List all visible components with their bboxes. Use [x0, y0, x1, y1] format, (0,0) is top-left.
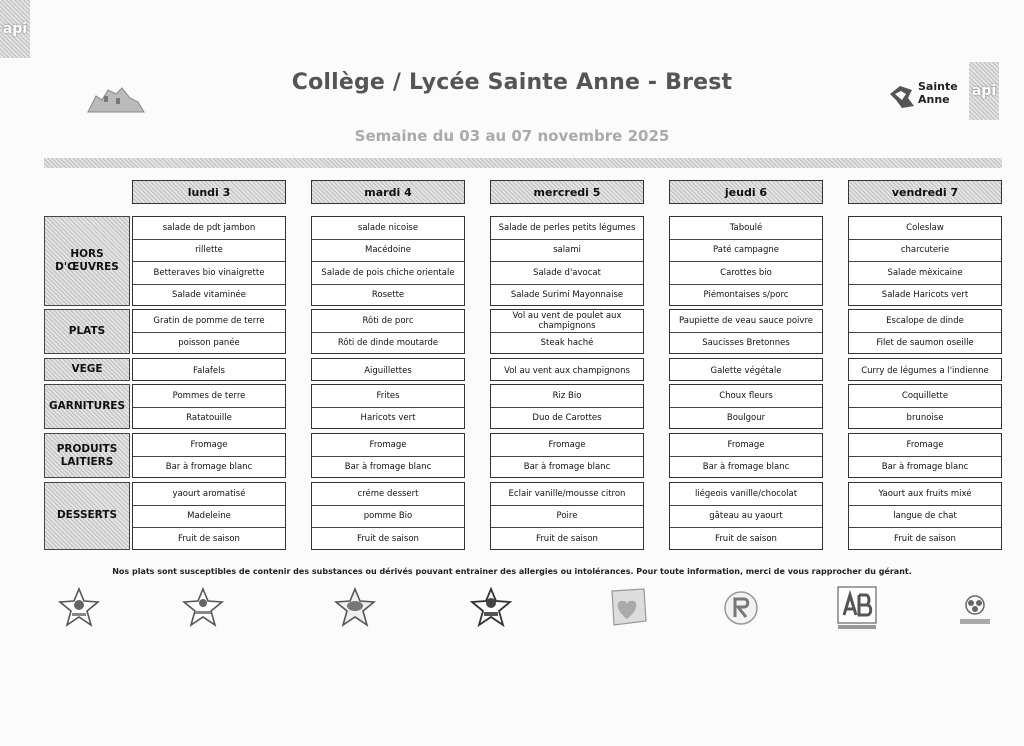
- menu-item: Fruit de saison: [491, 527, 643, 550]
- menu-item: Vol au vent de poulet aux champignons: [512, 311, 622, 332]
- menu-item: Paupiette de veau sauce poivre: [679, 316, 813, 327]
- menu-section: [311, 384, 465, 429]
- menu-item: Fruit de saison: [312, 527, 464, 550]
- menu-section: [490, 384, 644, 429]
- menu-item: liégeois vanille/chocolat: [694, 489, 798, 500]
- day-header: mardi 4: [311, 180, 465, 204]
- menu-section: [669, 482, 823, 550]
- menu-item: Saucisses Bretonnes: [670, 332, 822, 355]
- menu-item: Madeleine: [133, 505, 285, 528]
- day-header: lundi 3: [132, 180, 286, 204]
- menu-section: [669, 433, 823, 478]
- menu-item: Coquillette: [901, 391, 949, 402]
- menu-item: Gratin de pomme de terre: [153, 316, 265, 327]
- menu-section: [132, 482, 286, 550]
- page-title: Collège / Lycée Sainte Anne - Brest: [291, 70, 733, 95]
- menu-item: Eclair vanille/mousse citron: [508, 489, 626, 500]
- menu-item: Vol au vent aux champignons: [504, 365, 630, 376]
- menu-item: Boulgour: [670, 407, 822, 430]
- category-label: DESSERTS: [44, 482, 130, 550]
- menu-section: [311, 433, 465, 478]
- menu-section: [132, 309, 286, 354]
- menu-item: Riz Bio: [552, 391, 582, 402]
- menu-section: [311, 309, 465, 354]
- menu-item: Bar à fromage blanc: [491, 456, 643, 479]
- volaille-francaise-icon: [468, 585, 514, 631]
- menu-item: Yaourt aux fruits mixé: [878, 489, 972, 500]
- menu-section: [490, 358, 644, 381]
- menu-item: salade nicoise: [357, 223, 419, 234]
- day-header: mercredi 5: [490, 180, 644, 204]
- menu-item: charcuterie: [849, 239, 1001, 262]
- menu-section: [132, 216, 286, 306]
- menu-section: [311, 216, 465, 306]
- menu-item: Fromage: [369, 440, 407, 451]
- menu-item: Fruit de saison: [670, 527, 822, 550]
- menu-item: Fromage: [548, 440, 586, 451]
- bretagne-icon: [952, 585, 998, 631]
- menu-section: [848, 433, 1002, 478]
- category-label: PLATS: [44, 309, 130, 354]
- category-label: PRODUITS LAITIERS: [44, 433, 130, 478]
- menu-item: brunoise: [849, 407, 1001, 430]
- menu-item: yaourt aromatisé: [172, 489, 246, 500]
- menu-section: [848, 309, 1002, 354]
- menu-item: Salade vitaminée: [133, 284, 285, 307]
- menu-item: Filet de saumon oseille: [849, 332, 1001, 355]
- menu-section: [132, 433, 286, 478]
- viande-bovine-francaise-icon: [56, 585, 102, 631]
- menu-item: langue de chat: [849, 505, 1001, 528]
- menu-section: [132, 384, 286, 429]
- menu-section: [848, 358, 1002, 381]
- menu-section: [669, 309, 823, 354]
- menu-item: Taboulé: [729, 223, 763, 234]
- menu-item: Ratatouille: [133, 407, 285, 430]
- menu-item: Macédoine: [312, 239, 464, 262]
- menu-item: Bar à fromage blanc: [849, 456, 1001, 479]
- menu-item: Paté campagne: [670, 239, 822, 262]
- menu-item: Fruit de saison: [849, 527, 1001, 550]
- menu-item: pomme Bio: [312, 505, 464, 528]
- menu-item: Falafels: [193, 365, 225, 376]
- menu-item: poisson panée: [133, 332, 285, 355]
- api-logo-left: api: [0, 0, 30, 58]
- api-logo-right: api: [969, 62, 999, 120]
- menu-item: Salade Haricots vert: [849, 284, 1001, 307]
- week-subtitle: Semaine du 03 au 07 novembre 2025: [354, 127, 670, 145]
- allergen-notice: Nos plats sont susceptibles de contenir des substances ou dérivés pouvant entrainer des allergies ou intolérances. Pour toute information, merci de vous rapprocher du gérant.: [112, 567, 912, 576]
- menu-section: [848, 384, 1002, 429]
- menu-section: [490, 309, 644, 354]
- separator-bar: [44, 158, 1002, 168]
- menu-item: Betteraves bio vinaigrette: [133, 261, 285, 284]
- menu-item: Fromage: [727, 440, 765, 451]
- menu-item: rillette: [133, 239, 285, 262]
- menu-item: Curry de légumes a l'indienne: [861, 365, 989, 376]
- menu-item: Salade Surimi Mayonnaise: [491, 284, 643, 307]
- menu-item: Aiguillettes: [364, 365, 412, 376]
- menu-section: [490, 482, 644, 550]
- menu-section: [311, 482, 465, 550]
- menu-item: Rôti de porc: [362, 316, 414, 327]
- menu-item: Coleslaw: [906, 223, 944, 234]
- menu-item: Choux fleurs: [719, 391, 773, 402]
- menu-item: Piémontaises s/porc: [670, 284, 822, 307]
- menu-item: Fruit de saison: [133, 527, 285, 550]
- sainte-anne-logo: Sainte Anne: [886, 76, 964, 122]
- menu-item: Carottes bio: [670, 261, 822, 284]
- viande-de-veau-francaise-icon: [180, 585, 226, 631]
- le-porc-francais-icon: [332, 585, 378, 631]
- menu-item: Salade de pois chiche orientale: [312, 261, 464, 284]
- menu-item: Salade mèxicaine: [849, 261, 1001, 284]
- menu-item: Bar à fromage blanc: [312, 456, 464, 479]
- menu-section: [490, 433, 644, 478]
- menu-item: Bar à fromage blanc: [670, 456, 822, 479]
- menu-item: Rosette: [312, 284, 464, 307]
- menu-item: salami: [491, 239, 643, 262]
- bleu-blanc-coeur-icon: [604, 585, 650, 631]
- menu-item: créme dessert: [357, 489, 419, 500]
- menu-section: [669, 358, 823, 381]
- menu-item: Pommes de terre: [172, 391, 246, 402]
- agriculture-biologique-icon: [834, 585, 880, 631]
- menu-section: [848, 482, 1002, 550]
- menu-item: Haricots vert: [312, 407, 464, 430]
- menu-item: Steak haché: [491, 332, 643, 355]
- day-header: vendredi 7: [848, 180, 1002, 204]
- menu-item: Fromage: [190, 440, 228, 451]
- menu-section: [132, 358, 286, 381]
- category-label: VEGE: [44, 358, 130, 381]
- menu-item: Galette végétale: [710, 365, 782, 376]
- menu-item: Rôti de dinde moutarde: [312, 332, 464, 355]
- label-rouge-icon: [718, 585, 764, 631]
- menu-item: Bar à fromage blanc: [133, 456, 285, 479]
- menu-section: [669, 216, 823, 306]
- menu-section: [490, 216, 644, 306]
- menu-item: Poire: [491, 505, 643, 528]
- category-label: HORS D'ŒUVRES: [44, 216, 130, 306]
- menu-item: Frites: [376, 391, 400, 402]
- menu-item: Duo de Carottes: [491, 407, 643, 430]
- menu-item: Fromage: [906, 440, 944, 451]
- category-label: GARNITURES: [44, 384, 130, 429]
- menu-section: [669, 384, 823, 429]
- menu-item: Salade de perles petits légumes: [498, 223, 636, 234]
- menu-item: Salade d'avocat: [491, 261, 643, 284]
- menu-item: gâteau au yaourt: [670, 505, 822, 528]
- menu-section: [311, 358, 465, 381]
- menu-item: salade de pdt jambon: [162, 223, 256, 234]
- menu-section: [848, 216, 1002, 306]
- day-header: jeudi 6: [669, 180, 823, 204]
- menu-item: Escalope de dinde: [886, 316, 964, 327]
